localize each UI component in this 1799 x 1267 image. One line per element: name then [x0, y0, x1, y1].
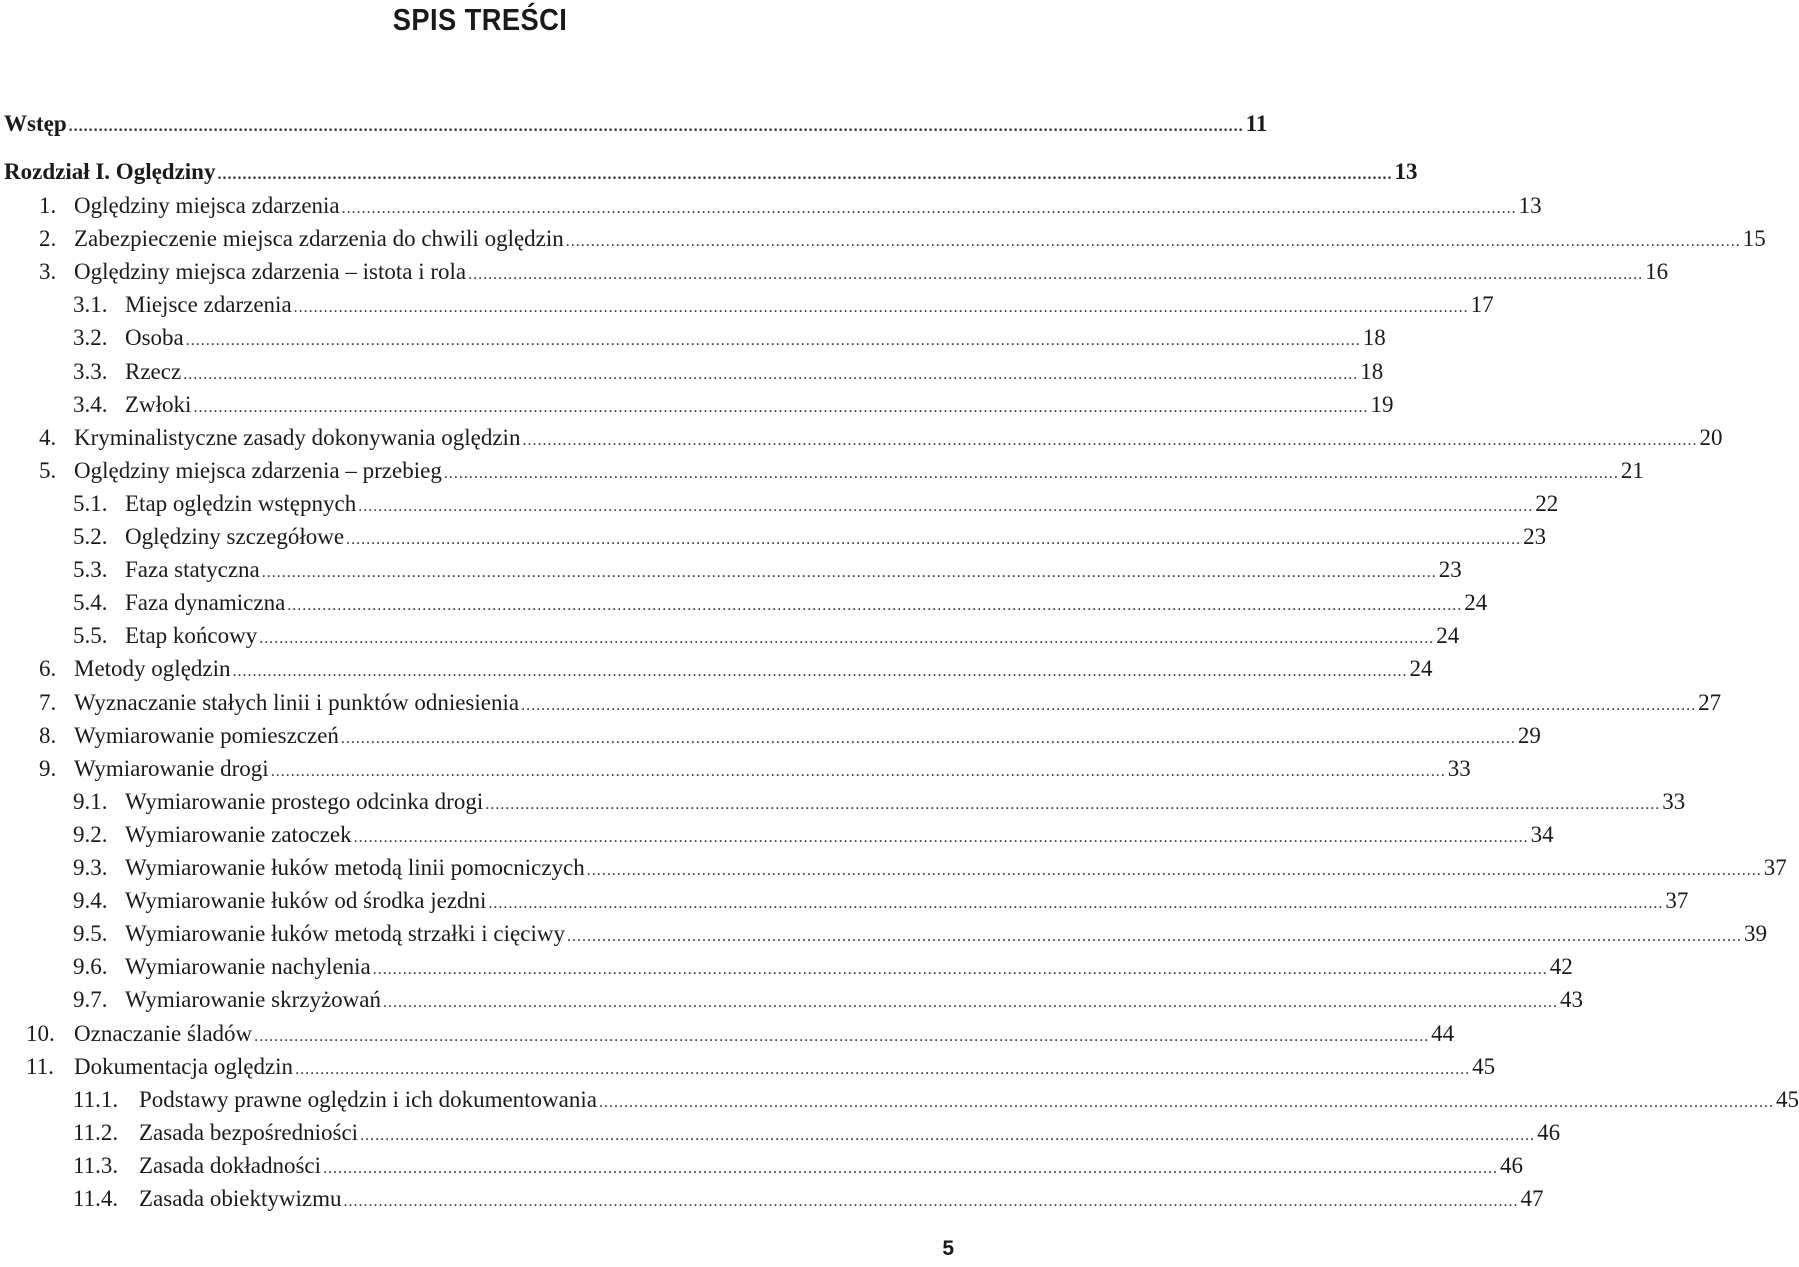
toc-leader-dots — [343, 1185, 1518, 1218]
toc-entry-page: 11 — [1245, 111, 1268, 136]
toc-entry-page: 18 — [1360, 358, 1384, 384]
toc-entry-label: Wyznaczanie stałych linii i punktów odniesienia — [74, 689, 520, 715]
toc-leader-dots — [323, 1152, 1498, 1185]
toc-entry-label: Zabezpieczenie miejsca zdarzenia do chwili oględzin — [74, 226, 564, 252]
toc-leader-dots — [193, 391, 1368, 424]
toc-entry-label: Podstawy prawne oględzin i ich dokumentowania — [139, 1086, 597, 1112]
toc-entry-page: 23 — [1523, 524, 1547, 549]
toc-leader-dots — [566, 225, 1741, 258]
toc-leader-dots — [183, 358, 1358, 391]
toc-entry-number: 11.3. — [73, 1152, 119, 1178]
toc-entry-label: Wymiarowanie skrzyżowań — [125, 987, 381, 1013]
toc-leader-dots — [488, 887, 1663, 920]
page-title: SPIS TREŚCI — [392, 2, 568, 37]
toc-entry[interactable] — [0, 619, 1460, 652]
toc-leader-dots — [295, 1053, 1470, 1086]
toc-entry-page: 27 — [1698, 689, 1722, 715]
toc-entry-page: 24 — [1464, 590, 1488, 616]
toc-leader-dots — [360, 1119, 1535, 1152]
toc-entry-number: 9.6. — [73, 954, 108, 980]
toc-entry-label: Oględziny szczegółowe — [125, 524, 345, 549]
toc-entry[interactable] — [0, 520, 1547, 553]
toc-entry-number: 9. — [39, 755, 57, 781]
toc-entry-page: 21 — [1620, 457, 1644, 483]
toc-leader-dots — [341, 722, 1516, 755]
toc-entry[interactable] — [0, 1149, 1524, 1182]
toc-entry-label: Oznaczanie śladów — [74, 1020, 253, 1046]
toc-entry-number: 11.2. — [73, 1119, 119, 1145]
toc-entry[interactable] — [0, 107, 1268, 140]
toc-entry-number: 7. — [39, 689, 57, 715]
toc-leader-dots — [259, 622, 1434, 655]
toc-leader-dots — [522, 424, 1697, 457]
toc-entry-label: Wymiarowanie łuków od środka jezdni — [125, 888, 487, 914]
toc-entry[interactable] — [0, 1017, 1455, 1050]
toc-entry[interactable] — [0, 917, 1767, 950]
toc-entry-number: 5.4. — [73, 590, 108, 616]
toc-entry[interactable] — [0, 1083, 1799, 1116]
toc-entry[interactable] — [0, 388, 1394, 421]
toc-entry-page: 42 — [1549, 954, 1573, 980]
toc-entry-page: 17 — [1470, 292, 1494, 318]
toc-entry-label: Wymiarowanie nachylenia — [125, 954, 371, 980]
toc-entry[interactable] — [0, 719, 1541, 752]
toc-entry[interactable] — [0, 1116, 1561, 1149]
toc-entry-page: 13 — [1394, 159, 1418, 184]
toc-entry-page: 45 — [1472, 1053, 1496, 1079]
toc-entry-page: 24 — [1409, 656, 1433, 682]
toc-entry-label: Wymiarowanie prostego odcinka drogi — [125, 788, 484, 814]
toc-leader-dots — [599, 1086, 1774, 1119]
toc-entry-label: Wymiarowanie łuków metodą strzałki i cięciwy — [125, 921, 565, 947]
toc-entry-label: Faza dynamiczna — [125, 590, 286, 616]
toc-leader-dots — [358, 490, 1533, 523]
toc-entry-label: Wymiarowanie pomieszczeń — [74, 722, 339, 748]
toc-entry-page: 33 — [1662, 788, 1686, 814]
toc-leader-dots — [383, 986, 1558, 1019]
toc-entry[interactable] — [0, 255, 1669, 288]
toc-entry-number: 4. — [39, 424, 57, 450]
toc-entry[interactable] — [0, 950, 1573, 983]
toc-entry[interactable] — [0, 983, 1583, 1016]
toc-entry[interactable] — [0, 288, 1494, 321]
toc-entry-label: Zwłoki — [125, 391, 192, 417]
toc-entry[interactable] — [0, 189, 1542, 222]
toc-leader-dots — [567, 920, 1742, 953]
toc-entry-label: Rozdział I. Oględziny — [4, 159, 216, 184]
toc-entry[interactable] — [0, 321, 1386, 354]
toc-entry-number: 9.2. — [73, 821, 108, 847]
toc-entry-number: 5. — [39, 457, 57, 483]
toc-entry-number: 9.7. — [73, 987, 108, 1013]
toc-entry-label: Zasada obiektywizmu — [139, 1186, 342, 1211]
toc-entry[interactable] — [0, 155, 1418, 188]
toc-entry-number: 10. — [26, 1020, 55, 1046]
toc-entry-page: 24 — [1436, 623, 1460, 649]
toc-entry-number: 9.1. — [73, 788, 108, 814]
toc-entry-label: Osoba — [125, 325, 184, 351]
toc-entry-page: 20 — [1699, 424, 1723, 450]
toc-entry-number: 5.5. — [73, 623, 108, 649]
toc-entry-page: 39 — [1743, 921, 1767, 947]
toc-leader-dots — [217, 158, 1392, 191]
toc-entry-label: Kryminalistyczne zasady dokonywania oględzin — [74, 424, 521, 450]
toc-entry[interactable] — [0, 355, 1384, 388]
toc-entry-page: 37 — [1763, 855, 1787, 880]
toc-entry[interactable] — [0, 752, 1471, 785]
toc-entry-number: 9.4. — [73, 888, 108, 914]
toc-entry-number: 3.3. — [73, 358, 108, 384]
toc-entry-page: 47 — [1520, 1186, 1544, 1211]
toc-entry-number: 5.2. — [73, 524, 108, 549]
toc-entry-page: 45 — [1775, 1086, 1799, 1112]
toc-entry-number: 8. — [39, 722, 57, 748]
page-number: 5 — [942, 1237, 954, 1260]
toc-entry-number: 5.1. — [73, 490, 108, 516]
toc-entry-label: Oględziny miejsca zdarzenia — [74, 193, 340, 218]
toc-leader-dots — [186, 324, 1361, 357]
toc-entry-page: 22 — [1535, 490, 1559, 516]
toc-entry-label: Wstęp — [4, 111, 67, 136]
toc-entry-number: 3.1. — [73, 292, 108, 318]
toc-entry[interactable] — [0, 1182, 1544, 1215]
toc-entry-number: 9.3. — [73, 855, 108, 880]
toc-entry-page: 15 — [1742, 226, 1766, 252]
toc-entry-label: Zasada bezpośredniości — [139, 1119, 359, 1145]
toc-leader-dots — [346, 523, 1521, 556]
toc-entry-label: Oględziny miejsca zdarzenia – przebieg — [74, 457, 442, 483]
toc-entry[interactable] — [0, 1050, 1496, 1083]
toc-entry-label: Wymiarowanie łuków metodą linii pomocniczych — [125, 855, 585, 880]
toc-entry-page: 46 — [1537, 1119, 1561, 1145]
toc-entry-page: 16 — [1645, 259, 1669, 285]
toc-leader-dots — [254, 1020, 1429, 1053]
toc-entry-page: 37 — [1665, 888, 1689, 914]
toc-leader-dots — [233, 655, 1408, 688]
toc-entry-number: 11.4. — [73, 1186, 119, 1211]
toc-entry-number: 3. — [39, 259, 57, 285]
toc-entry-label: Wymiarowanie zatoczek — [125, 821, 352, 847]
toc-entry[interactable] — [0, 222, 1766, 255]
toc-entry-page: 34 — [1530, 821, 1554, 847]
toc-entry[interactable] — [0, 487, 1559, 520]
toc-leader-dots — [373, 953, 1548, 986]
toc-leader-dots — [69, 110, 1244, 143]
toc-leader-dots — [294, 291, 1469, 324]
toc-entry[interactable] — [0, 785, 1686, 818]
toc-entry-page: 13 — [1518, 193, 1542, 218]
toc-leader-dots — [262, 556, 1437, 589]
toc-entry[interactable] — [0, 884, 1689, 917]
toc-entry-page: 43 — [1560, 987, 1583, 1013]
toc-leader-dots — [468, 258, 1643, 291]
toc-entry-number: 3.2. — [73, 325, 108, 351]
toc-entry[interactable] — [0, 686, 1722, 719]
toc-entry-number: 9.5. — [73, 921, 108, 947]
toc-entry-page: 33 — [1447, 755, 1471, 781]
toc-leader-dots — [444, 457, 1619, 490]
toc-entry[interactable] — [0, 818, 1554, 851]
toc-entry-number: 2. — [39, 226, 57, 252]
toc-entry[interactable] — [0, 454, 1644, 487]
toc-leader-dots — [587, 854, 1762, 887]
toc-entry-label: Etap oględzin wstępnych — [125, 490, 357, 516]
toc-entry[interactable] — [0, 652, 1433, 685]
toc-entry-label: Zasada dokładności — [139, 1152, 322, 1178]
toc-entry[interactable] — [0, 851, 1787, 884]
toc-entry-label: Wymiarowanie drogi — [74, 755, 269, 781]
toc-entry[interactable] — [0, 553, 1462, 586]
toc-entry-number: 6. — [39, 656, 57, 682]
toc-entry-label: Miejsce zdarzenia — [125, 292, 292, 318]
toc-leader-dots — [521, 689, 1696, 722]
toc-entry-label: Rzecz — [125, 358, 182, 384]
toc-entry-page: 19 — [1370, 391, 1394, 417]
toc-entry-page: 23 — [1438, 557, 1462, 583]
toc-entry-label: Oględziny miejsca zdarzenia – istota i rola — [74, 259, 467, 285]
toc-entry-number: 5.3. — [73, 557, 108, 583]
toc-leader-dots — [287, 589, 1462, 622]
toc-entry[interactable] — [0, 586, 1488, 619]
toc-leader-dots — [342, 192, 1517, 225]
toc-entry-label: Metody oględzin — [74, 656, 231, 682]
toc-leader-dots — [271, 755, 1446, 788]
toc-entry-label: Etap końcowy — [125, 623, 258, 649]
toc-leader-dots — [485, 788, 1660, 821]
toc-entry-page: 44 — [1431, 1020, 1455, 1046]
toc-entry-label: Faza statyczna — [125, 557, 260, 583]
toc-entry-number: 1. — [39, 193, 57, 218]
toc-entry[interactable] — [0, 421, 1723, 454]
toc-entry-page: 29 — [1517, 722, 1541, 748]
toc-entry-number: 3.4. — [73, 391, 108, 417]
toc-leader-dots — [354, 821, 1529, 854]
toc-entry-number: 11.1. — [73, 1086, 119, 1112]
toc-entry-label: Dokumentacja oględzin — [74, 1053, 294, 1079]
toc-entry-page: 18 — [1362, 325, 1386, 351]
toc-entry-page: 46 — [1500, 1152, 1524, 1178]
toc-entry-number: 11. — [26, 1053, 54, 1079]
